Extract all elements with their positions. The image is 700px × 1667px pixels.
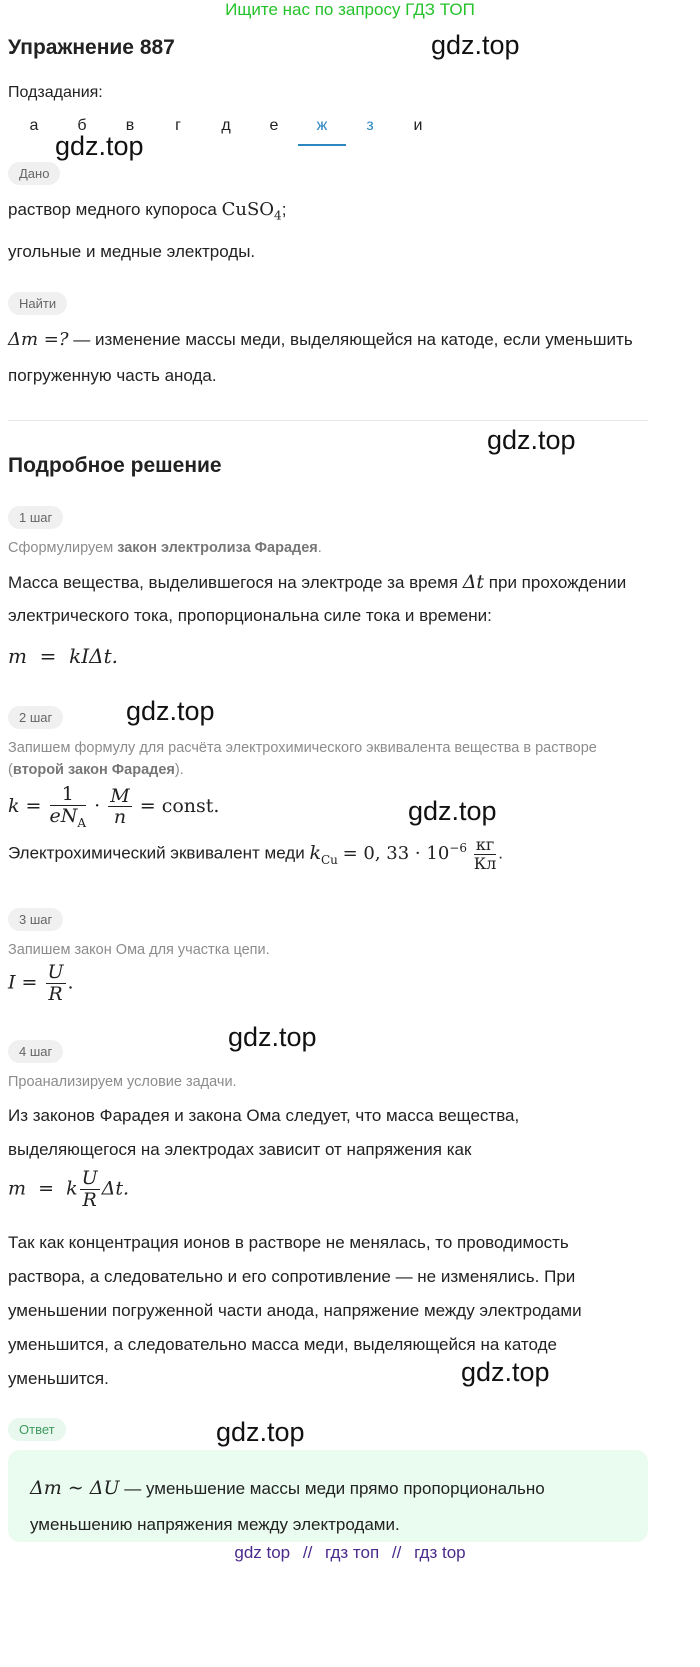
- step-2-eq-val: = 0, $33 \cdot 10^{-6}$: [342, 840, 467, 864]
- watermark: gdz.top: [126, 696, 215, 726]
- tab-subtask-g[interactable]: г: [175, 117, 181, 134]
- find-section: [8, 292, 67, 315]
- watermark: gdz.top: [487, 425, 576, 455]
- tab-subtask-e[interactable]: е: [269, 117, 279, 134]
- step-4-formula: m = k $\frac{U}{R}$ Δt.: [8, 1167, 130, 1211]
- step-3-frac: $\frac{U}{R}$: [47, 961, 64, 1005]
- step-2-eq-text: Электрохимический эквивалент меди: [8, 843, 305, 863]
- watermark: gdz.top: [216, 1417, 305, 1447]
- footer-link-3[interactable]: гдз top: [414, 1543, 466, 1562]
- step-1-hint-post: .: [317, 540, 322, 556]
- step-1-formula: m = kIΔt.: [8, 644, 119, 668]
- step-3-hint: Запишем закон Ома для участка цепи.: [8, 942, 270, 958]
- given-line-2: угольные и медные электроды.: [8, 242, 256, 261]
- watermark: gdz.top: [228, 1022, 317, 1052]
- step-1-line-1: [8, 572, 626, 593]
- step-1-line-2: электрического тока, пропорциональна силе тока и времени:: [8, 606, 492, 625]
- tab-subtask-b[interactable]: б: [77, 117, 87, 134]
- footer-link-1[interactable]: gdz top: [234, 1543, 291, 1562]
- given-badge: Дано: [8, 162, 60, 185]
- step-4-p7: уменьшится.: [8, 1369, 109, 1388]
- answer-line-2: уменьшению напряжения между электродами.: [30, 1515, 400, 1534]
- step-4-p5: уменьшении погруженной части анода, напряжение между электродами: [8, 1301, 582, 1320]
- given-formula: [221, 199, 282, 223]
- page-title: Упражнение 887: [8, 36, 175, 59]
- watermark: gdz.top: [431, 30, 520, 60]
- step-2-hint-2: [8, 762, 184, 778]
- step-4-p1: Из законов Фарадея и закона Ома следует, что масса вещества,: [8, 1106, 520, 1125]
- step-4-p4: раствора, а следовательно и его сопротивление — не изменялись. При: [8, 1267, 576, 1286]
- watermark: gdz.top: [55, 131, 144, 161]
- search-banner: Ищите нас по запросу ГДЗ ТОП: [225, 0, 475, 19]
- step-2-frac-1-num: 1: [50, 784, 87, 806]
- solution-title: Подробное решение: [8, 454, 222, 477]
- step-1-hint: [8, 540, 322, 556]
- step-4-frac: $\frac{U}{R}$: [81, 1167, 98, 1211]
- step-2-hint-2-pre: (: [8, 762, 13, 778]
- watermark: gdz.top: [408, 796, 497, 826]
- step-2-eq-frac: $\frac{кг}{Кл}$: [473, 835, 497, 873]
- formula-cuso: CuSO: [221, 199, 275, 220]
- find-line-2: погруженную часть анода.: [8, 366, 217, 385]
- step-1-line-1-post: при прохождении: [488, 573, 627, 592]
- footer-link-2[interactable]: гдз топ: [325, 1543, 380, 1562]
- step-2-frac-2-num: M: [110, 784, 130, 807]
- watermark: gdz.top: [461, 1357, 550, 1387]
- step-1-line-1-pre: Масса вещества, выделившегося на электроде за время: [8, 573, 458, 592]
- footer-separator: //: [391, 1543, 402, 1562]
- answer-section: [8, 1418, 66, 1441]
- footer-separator: //: [302, 1543, 313, 1562]
- formula-sub: 4: [274, 208, 282, 223]
- step-2-eq-end: .: [498, 843, 504, 863]
- step-3: [8, 908, 63, 931]
- answer-formula: Δm ∼ ΔU: [30, 1477, 120, 1499]
- section-divider: [8, 420, 648, 421]
- subtask-tabs: [10, 112, 442, 146]
- given-line-1-end: ;: [281, 200, 287, 219]
- given-line-1-text: раствор медного купороса: [8, 200, 217, 219]
- answer-line-1-text: — уменьшение массы меди прямо пропорционально: [124, 1479, 545, 1498]
- step-2-frac-2: [108, 786, 131, 829]
- step-4-p2: выделяющегося на электродах зависит от напряжения как: [8, 1140, 472, 1159]
- step-2-hint-2-post: ).: [174, 762, 184, 778]
- step-2-badge: 2 шаг: [8, 706, 63, 729]
- find-line-1: [8, 330, 633, 350]
- step-4-p3: Так как концентрация ионов в растворе не менялась, то проводимость: [8, 1233, 569, 1252]
- step-4-hint: Проанализируем условие задачи.: [8, 1074, 237, 1090]
- step-1-dt: Δt: [462, 571, 485, 593]
- tab-subtask-a[interactable]: а: [29, 117, 39, 134]
- step-2-eq-k: $k_{Cu}$: [309, 841, 338, 867]
- step-2-formula: [8, 784, 219, 830]
- answer-line-1: [30, 1478, 545, 1499]
- step-2-frac-1-den: $eN_A$: [49, 804, 87, 830]
- tab-subtask-zh[interactable]: ж: [298, 112, 346, 146]
- step-2-k: k =: [8, 794, 42, 817]
- step-4-p6: уменьшится, а следовательно масса меди, выделяющейся на катоде: [8, 1335, 557, 1354]
- step-2-dot: ·: [94, 794, 101, 817]
- step-3-badge: 3 шаг: [8, 908, 63, 931]
- answer-badge: Ответ: [8, 1418, 66, 1441]
- step-1: [8, 506, 63, 529]
- step-1-hint-pre: Сформулируем: [8, 540, 118, 556]
- tab-subtask-d[interactable]: д: [221, 117, 231, 134]
- given-line-1: [8, 200, 286, 226]
- find-formula: Δm =?: [8, 329, 69, 350]
- tab-subtask-v[interactable]: в: [125, 117, 135, 134]
- find-line-1-text: — изменение массы меди, выделяющейся на катоде, если уменьшить: [73, 330, 633, 349]
- step-3-i: I =: [8, 971, 38, 994]
- footer-links: [0, 1543, 700, 1563]
- step-2-frac-1: [50, 784, 87, 830]
- tab-subtask-z[interactable]: з: [366, 117, 374, 134]
- step-4-badge: 4 шаг: [8, 1040, 63, 1063]
- find-badge: Найти: [8, 292, 67, 315]
- step-2-frac-2-den: n: [113, 806, 127, 829]
- step-4: [8, 1040, 63, 1063]
- step-2: [8, 706, 63, 729]
- step-2-equivalent: [8, 836, 503, 872]
- subtasks-label: Подзадания:: [8, 84, 103, 101]
- step-2-hint-1: Запишем формулу для расчёта электрохимического эквивалента вещества в растворе: [8, 740, 597, 756]
- given-section: [8, 162, 60, 185]
- step-2-const: = const.: [139, 794, 220, 817]
- step-1-badge: 1 шаг: [8, 506, 63, 529]
- step-1-hint-bold: закон электролиза Фарадея: [117, 540, 318, 556]
- step-3-formula: I = $\frac{U}{R}$ .: [8, 961, 74, 1005]
- step-2-hint-2-bold: второй закон Фарадея: [12, 762, 175, 778]
- tab-subtask-i[interactable]: и: [413, 117, 423, 134]
